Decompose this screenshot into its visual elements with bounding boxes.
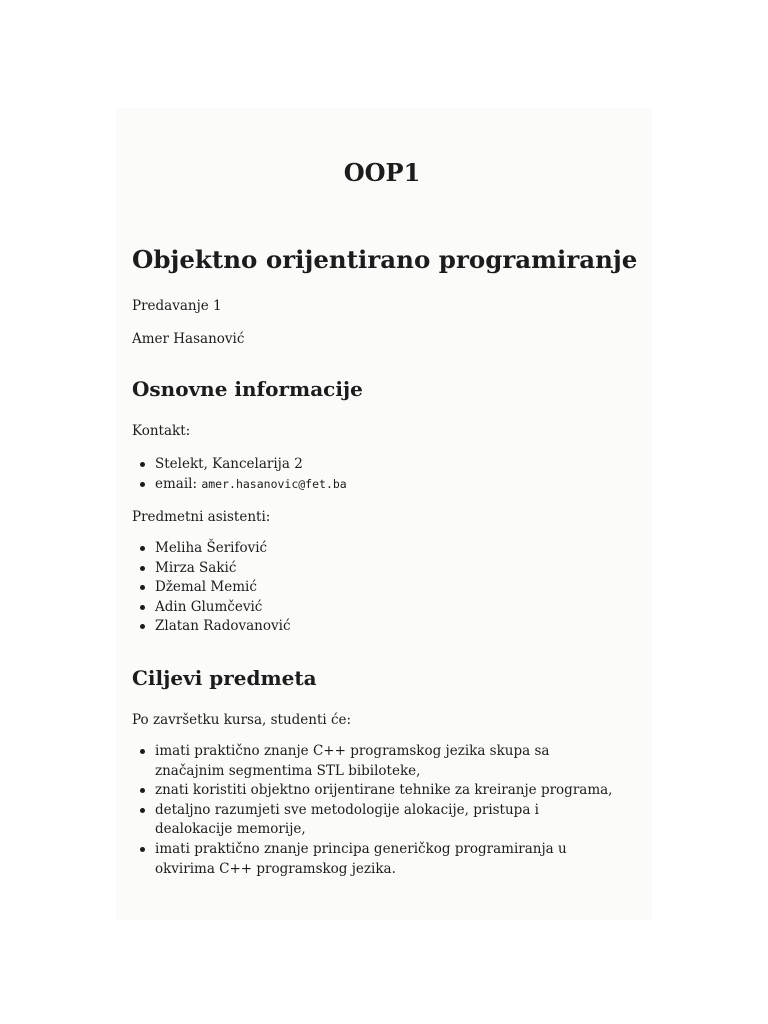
assistants-label: Predmetni asistenti: bbox=[132, 509, 271, 525]
section-heading-goals: Ciljevi predmeta bbox=[132, 666, 317, 690]
document-page bbox=[116, 108, 652, 920]
list-item: Meliha Šerifović bbox=[155, 539, 291, 559]
assistants-list bbox=[132, 539, 291, 637]
author-name: Amer Hasanović bbox=[132, 331, 245, 347]
list-item: Zlatan Radovanović bbox=[155, 617, 291, 637]
email-address: amer.hasanovic@fet.ba bbox=[201, 476, 347, 491]
document-title: OOP1 bbox=[343, 158, 421, 187]
list-item: detaljno razumjeti sve metodologije alokacije, pristupa i dealokacije memorije, bbox=[155, 801, 615, 840]
list-item: Adin Glumčević bbox=[155, 598, 291, 618]
email-label: email: bbox=[155, 475, 202, 492]
contact-label: Kontakt: bbox=[132, 423, 191, 439]
goals-list bbox=[132, 742, 615, 879]
list-item: Mirza Sakić bbox=[155, 559, 291, 579]
list-item: imati praktično znanje principa generičkog programiranja u okvirima C++ programskog jezika. bbox=[155, 840, 615, 879]
list-item: znati koristiti objektno orijentirane tehnike za kreiranje programa, bbox=[155, 781, 615, 801]
contact-office: Stelekt, Kancelarija 2 bbox=[155, 456, 303, 472]
list-item: Džemal Memić bbox=[155, 578, 291, 598]
section-heading-basic-info: Osnovne informacije bbox=[132, 377, 363, 401]
list-item: imati praktično znanje C++ programskog jezika skupa sa značajnim segmentima STL bibiloteke, bbox=[155, 742, 615, 781]
main-heading: Objektno orijentirano programiranje bbox=[132, 245, 638, 274]
lecture-label: Predavanje 1 bbox=[132, 298, 222, 314]
list-item bbox=[155, 455, 347, 475]
contact-list bbox=[132, 455, 347, 494]
goals-intro: Po završetku kursa, studenti će: bbox=[132, 712, 352, 728]
list-item bbox=[155, 475, 347, 495]
